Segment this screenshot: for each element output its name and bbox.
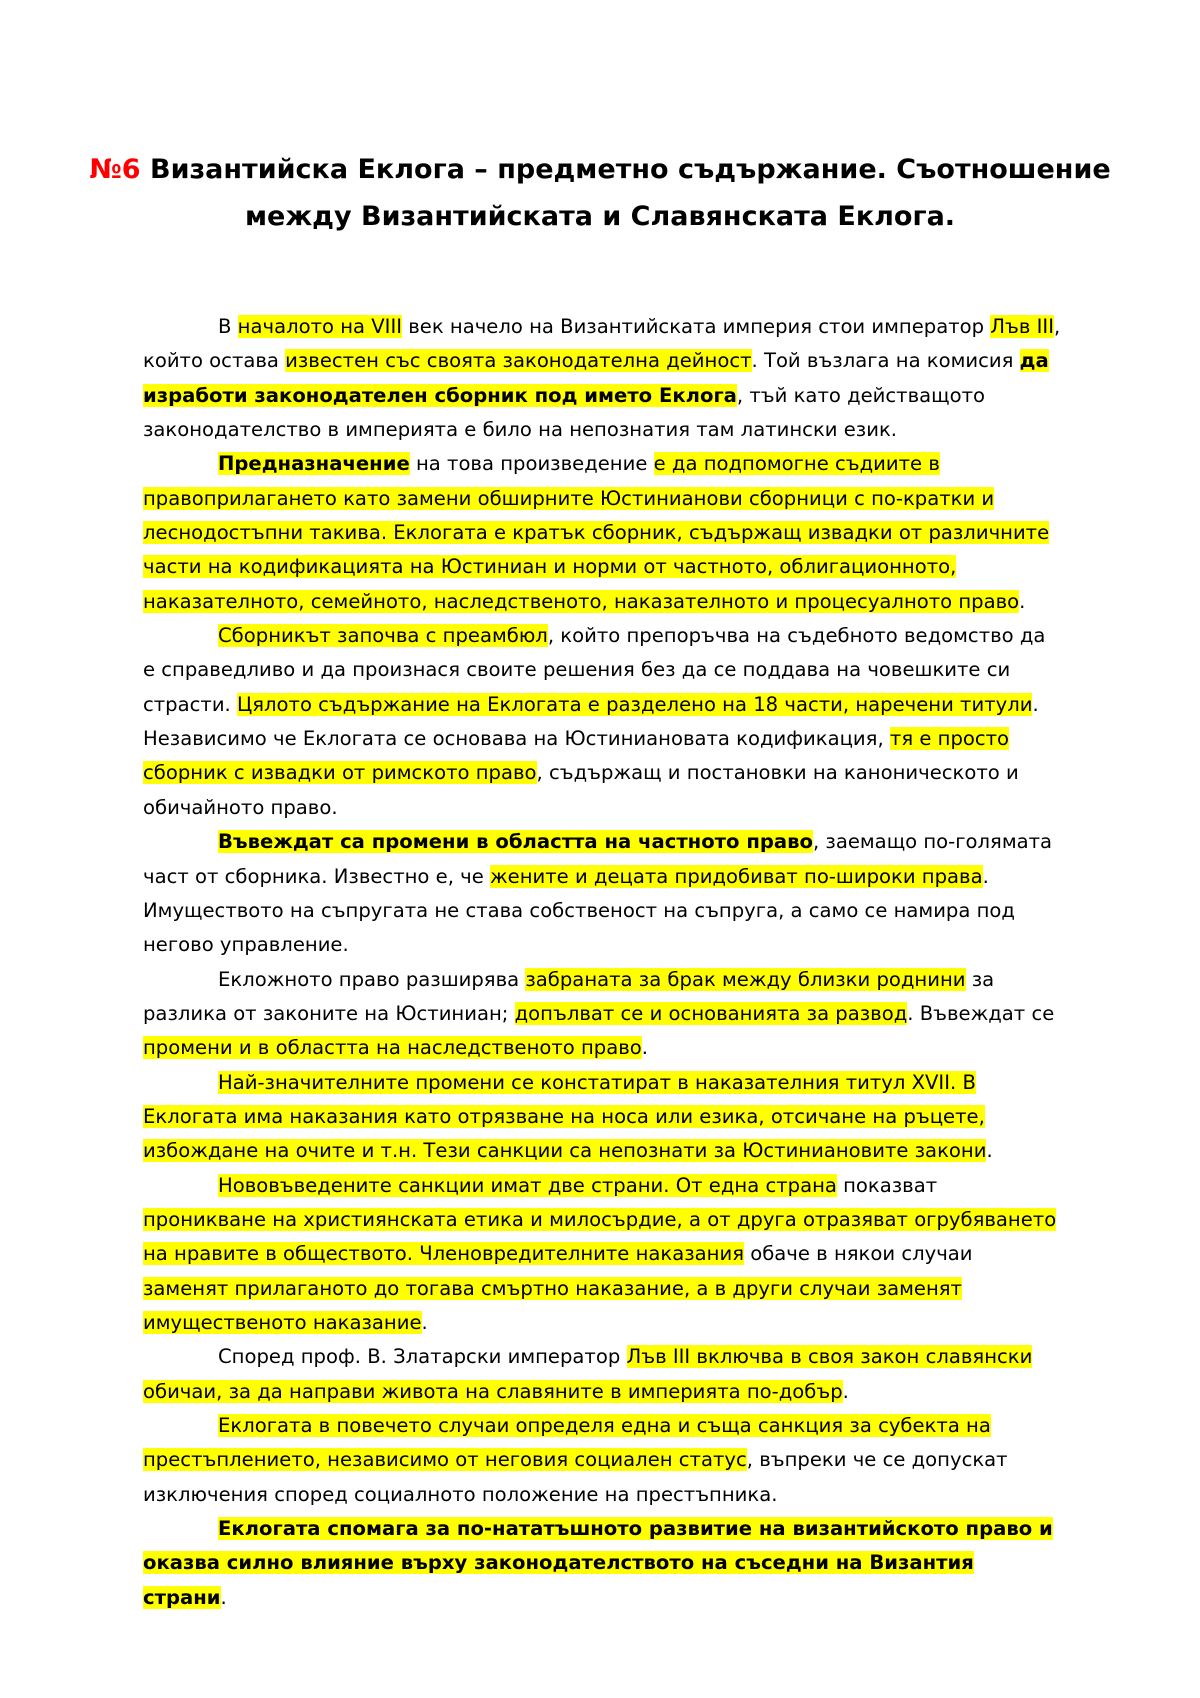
text-run: . Независимо че Еклогата се основава на Юстиниановата кодификация, — [143, 692, 1039, 751]
title-text: Византийска Еклога – предметно съдържание. Съотношение между Византийската и Славянската Еклога. — [140, 154, 1111, 232]
text-run: . — [421, 1310, 428, 1334]
text-run: . — [641, 1036, 649, 1060]
highlighted-text: началото на VIII — [237, 315, 402, 338]
text-run: , заемащо по-голямата част от сборника. Известно е, че — [143, 830, 1053, 888]
paragraph — [143, 1512, 1063, 1615]
highlighted-text: Лъв III — [990, 315, 1054, 338]
page-title — [80, 146, 1120, 240]
highlighted-text: Еклогата спомага за по-нататъшното развитие на византийското право и оказва силно влияние върху законодателството на съседни на Византия страни — [143, 1517, 1053, 1609]
highlighted-text: проникване на християнската етика и милосърдие, а от друга отразяват огрубяването на нравите в обществото. Членовредителните наказания — [143, 1207, 1057, 1266]
text-run: , въпреки че се допускат изключения според социалното положение на престъпника. — [143, 1448, 1008, 1506]
paragraph — [143, 447, 1063, 619]
text-run: , съдържащ и постановки на каноническото и обичайното право. — [143, 761, 1019, 819]
text-run: за разлика от законите на Юстиниан; — [143, 967, 995, 1025]
text-run: . — [986, 1139, 993, 1163]
highlighted-text: Сборникът започва с преамбюл — [218, 624, 548, 648]
paragraph — [143, 310, 1063, 447]
paragraph — [143, 1340, 1063, 1409]
highlighted-text: жените и децата придобиват по-широки права — [490, 864, 983, 888]
text-run: В — [218, 315, 238, 338]
text-run: . Въвеждат се — [907, 1001, 1055, 1025]
highlighted-text: да изработи законодателен сборник под името Еклога — [143, 349, 1049, 407]
text-run: . — [842, 1379, 849, 1403]
paragraph — [143, 619, 1063, 825]
text-run: , който препоръчва на съдебното ведомство да е справедливо и да произнася своите решения без да се поддава на човешките си страсти. — [143, 624, 1046, 716]
paragraph — [143, 1066, 1063, 1169]
highlighted-text: известен със своята законодателна дейност — [285, 349, 752, 373]
highlighted-text: допълват се и основанията за развод — [514, 1001, 908, 1025]
text-run: , тъй като действащото законодателство в империята е било на непознатия там латински език. — [143, 383, 985, 442]
highlighted-text: забраната за брак между близки роднини — [525, 967, 966, 991]
title-number: №6 — [89, 154, 141, 185]
document-body — [143, 310, 1063, 1615]
text-run: . Имуществото на съпругата не става собственост на съпруга, а само се намира под негово управление. — [143, 864, 1015, 957]
text-run: Екложното право разширява — [218, 967, 526, 991]
highlighted-text: Предназначение — [218, 452, 410, 476]
text-run: . — [1019, 589, 1026, 613]
text-run: . Той възлага на комисия — [751, 349, 1020, 373]
highlighted-text: заменят прилаганото до тогава смъртно наказание, а в други случаи заменят имущественото наказание — [143, 1276, 962, 1334]
paragraph — [143, 1409, 1063, 1512]
highlighted-text: тя е просто сборник с извадки от римското право — [143, 727, 1010, 785]
paragraph — [143, 825, 1063, 962]
highlighted-text: Въвеждат са промени в областта на частното право — [218, 830, 813, 854]
highlighted-text: Нововъведените санкции имат две страни. От една страна — [218, 1173, 837, 1197]
text-run: на това произведение — [409, 452, 654, 476]
paragraph — [143, 963, 1063, 1066]
highlighted-text: Най-значителните промени се констатират в наказателния титул XVII. В Еклогата има наказания като отрязване на носа или езика, отсичане на ръцете, избождане на очите и т.н. Тези санкции са непознати за Юстиниановите закони — [143, 1070, 987, 1163]
highlighted-text: Еклогата в повечето случаи определя една и съща санкция за субекта на престъплението, независимо от неговия социален статус — [143, 1414, 991, 1472]
highlighted-text: промени и в областта на наследственото право — [143, 1036, 642, 1060]
text-run: век начело на Византийската империя стои император — [402, 315, 991, 338]
paragraph — [143, 1169, 1063, 1341]
text-run: обаче в някои случаи — [744, 1242, 973, 1266]
text-run: показват — [836, 1173, 938, 1197]
text-run: . — [220, 1585, 227, 1609]
highlighted-text: Лъв III включва в своя закон славянски обичаи, за да направи живота на славяните в империята по-добър — [143, 1345, 1033, 1403]
text-run: , който остава — [143, 315, 1061, 373]
highlighted-text: е да подпомогне съдиите в правоприлагането като замени обширните Юстинианови сборници с по-кратки и леснодостъпни такива. Еклогата е кратък сборник, съдържащ извадки от различните части на кодификацията на Юстиниан и норми от частното, облигационното, наказателното, семейното, наследственото, наказателното и процесуалното право — [143, 452, 1050, 613]
text-run: Според проф. В. Златарски император — [218, 1345, 627, 1369]
highlighted-text: Цялото съдържание на Еклогата е разделено на 18 части, наречени титули — [237, 692, 1033, 716]
